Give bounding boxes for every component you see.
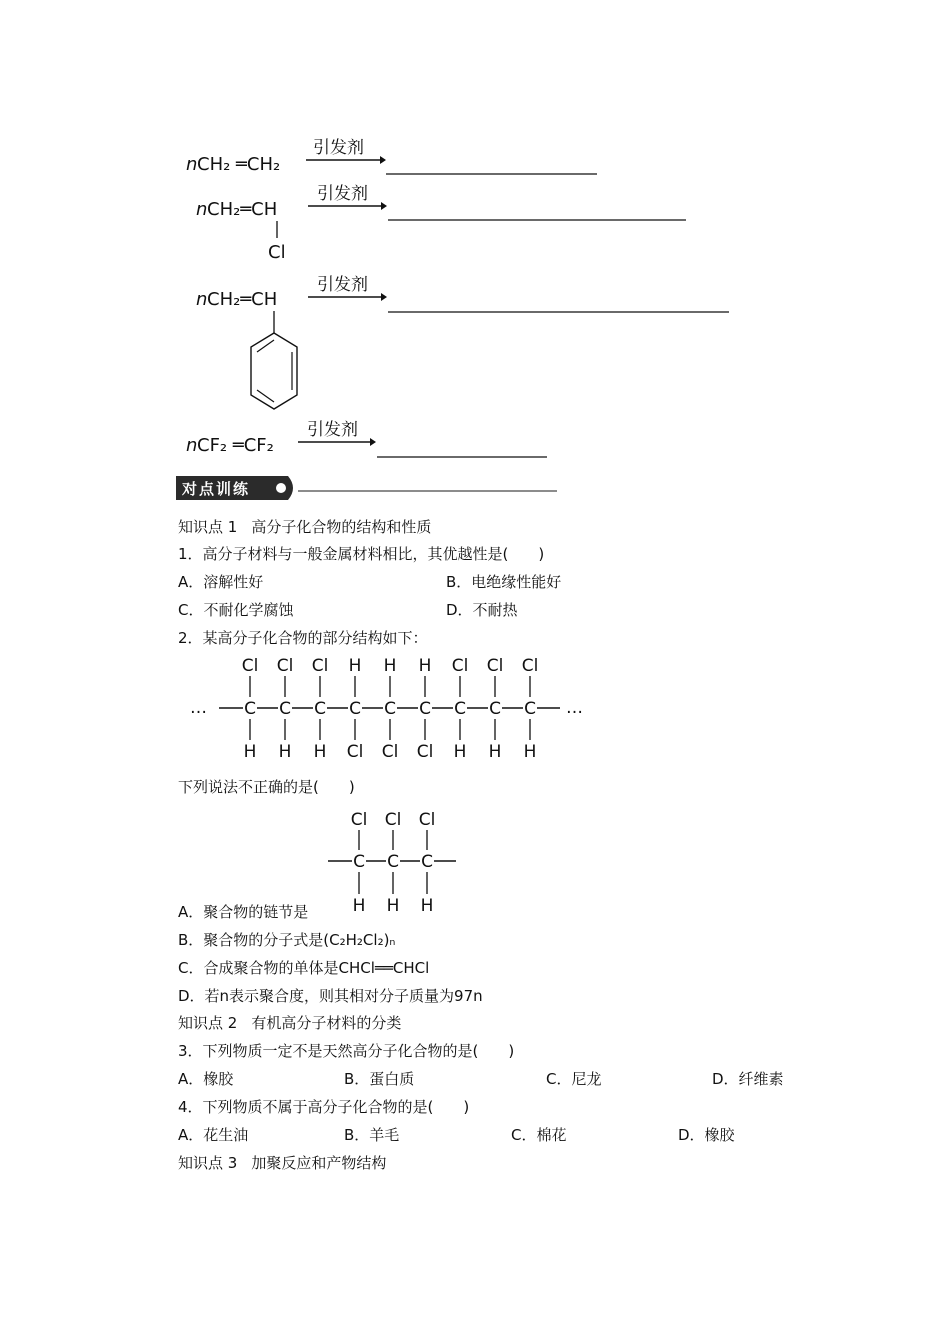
q1-stem: 1．高分子材料与一般金属材料相比，其优越性是( ) xyxy=(178,545,545,563)
chain-bottom-atom: Cl xyxy=(416,742,434,762)
unit-atoms xyxy=(328,810,456,916)
chain-top-atom: H xyxy=(383,656,397,676)
q1-option-d[interactable]: D．不耐热 xyxy=(446,601,518,619)
reaction-2-prefix: n xyxy=(196,199,208,220)
chain-carbon-atom: C xyxy=(524,699,536,719)
q2-question: 下列说法不正确的是( ) xyxy=(178,778,355,796)
q4-stem: 4．下列物质不属于高分子化合物的是( ) xyxy=(178,1098,470,1116)
knowledge-point-3-title: 加聚反应和产物结构 xyxy=(251,1154,387,1172)
chain-carbon-atom: C xyxy=(349,699,361,719)
chain-bottom-atom: Cl xyxy=(381,742,399,762)
chain-carbon-atom: C xyxy=(454,699,466,719)
reaction-1-prefix: n xyxy=(186,154,198,175)
reaction-3-arrowhead-icon xyxy=(381,293,387,301)
chain-bottom-atom: H xyxy=(243,742,257,762)
unit-carbon-atom: C xyxy=(421,852,433,872)
knowledge-point-1 xyxy=(178,517,431,537)
chain-atoms xyxy=(219,656,560,762)
q2-option-a[interactable]: A．聚合物的链节是 xyxy=(178,903,309,921)
chain-top-atom: Cl xyxy=(241,656,259,676)
reaction-2-condition: 引发剂 xyxy=(317,184,368,204)
chain-carbon-atom: C xyxy=(314,699,326,719)
knowledge-point-1-label: 知识点 1 xyxy=(178,518,238,536)
unit-bottom-atom: H xyxy=(386,896,400,916)
chain-top-atom: Cl xyxy=(486,656,504,676)
chain-top-atom: H xyxy=(418,656,432,676)
q4-option-a[interactable]: A．花生油 xyxy=(178,1126,249,1144)
reaction-3-prefix: n xyxy=(196,289,208,310)
q2-option-d[interactable]: D．若n表示聚合度，则其相对分子质量为97n xyxy=(178,987,483,1005)
section-banner xyxy=(176,476,557,500)
reaction-1 xyxy=(186,138,597,175)
reaction-3-condition: 引发剂 xyxy=(317,275,368,295)
chain-carbon-atom: C xyxy=(489,699,501,719)
knowledge-point-1-title: 高分子化合物的结构和性质 xyxy=(251,518,432,536)
reaction-1-condition: 引发剂 xyxy=(313,138,364,158)
q3-option-a[interactable]: A．橡胶 xyxy=(178,1070,234,1088)
chain-carbon-atom: C xyxy=(279,699,291,719)
reaction-4-reactant: CF₂ ═CF₂ xyxy=(197,435,274,456)
reaction-3 xyxy=(196,275,729,409)
q3-option-c[interactable]: C．尼龙 xyxy=(546,1070,602,1088)
q4-option-d[interactable]: D．橡胶 xyxy=(678,1126,735,1144)
chain-bottom-atom: H xyxy=(523,742,537,762)
chain-carbon-atom: C xyxy=(419,699,431,719)
knowledge-point-3-label: 知识点 3 xyxy=(178,1154,238,1172)
q4-option-b[interactable]: B．羊毛 xyxy=(344,1126,400,1144)
reaction-1-arrowhead-icon xyxy=(380,156,386,164)
reaction-4-arrowhead-icon xyxy=(370,438,376,446)
reaction-1-reactant: CH₂ ═CH₂ xyxy=(197,154,281,175)
chain-top-atom: Cl xyxy=(451,656,469,676)
knowledge-point-2-label: 知识点 2 xyxy=(178,1014,238,1032)
knowledge-point-2 xyxy=(178,1013,401,1033)
q1-option-c[interactable]: C．不耐化学腐蚀 xyxy=(178,601,294,619)
reaction-2-arrowhead-icon xyxy=(381,202,387,210)
benzene-ring-icon xyxy=(251,333,297,409)
q1-option-a[interactable]: A．溶解性好 xyxy=(178,573,264,591)
chain-carbon-atom: C xyxy=(384,699,396,719)
unit-top-atom: Cl xyxy=(418,810,436,830)
q1-option-b[interactable]: B．电绝缘性能好 xyxy=(446,573,562,591)
knowledge-point-3 xyxy=(178,1153,386,1173)
unit-top-atom: Cl xyxy=(384,810,402,830)
unit-top-atom: Cl xyxy=(350,810,368,830)
q2-stem: 2．某高分子化合物的部分结构如下： xyxy=(178,629,428,647)
q2-option-c[interactable]: C．合成聚合物的单体是CHCl══CHCl xyxy=(178,959,430,977)
unit-bottom-atom: H xyxy=(352,896,366,916)
q2-option-b[interactable]: B．聚合物的分子式是(C₂H₂Cl₂)ₙ xyxy=(178,931,396,949)
knowledge-point-2-title: 有机高分子材料的分类 xyxy=(251,1014,402,1032)
chain-top-atom: Cl xyxy=(276,656,294,676)
unit-bottom-atom: H xyxy=(420,896,434,916)
chain-bottom-atom: H xyxy=(313,742,327,762)
chain-bottom-atom: H xyxy=(453,742,467,762)
unit-carbon-atom: C xyxy=(353,852,365,872)
reaction-4-condition: 引发剂 xyxy=(307,420,358,440)
reaction-2-reactant: CH₂═CH xyxy=(207,199,278,220)
chain-top-atom: Cl xyxy=(311,656,329,676)
banner-dot-icon xyxy=(276,483,286,493)
repeat-unit-structure xyxy=(328,810,456,916)
chain-bottom-atom: Cl xyxy=(346,742,364,762)
reaction-2 xyxy=(196,184,686,263)
q3-stem: 3．下列物质一定不是天然高分子化合物的是( ) xyxy=(178,1042,515,1060)
chain-ellipsis-right: … xyxy=(566,698,583,718)
banner-label: 对点训练 xyxy=(182,480,251,498)
reaction-2-substituent: Cl xyxy=(268,242,286,263)
chain-top-atom: Cl xyxy=(521,656,539,676)
unit-carbon-atom: C xyxy=(387,852,399,872)
chain-bottom-atom: H xyxy=(488,742,502,762)
polymer-chain-structure xyxy=(190,656,583,762)
q3-option-d[interactable]: D．纤维素 xyxy=(712,1070,784,1088)
chain-carbon-atom: C xyxy=(244,699,256,719)
reaction-4-prefix: n xyxy=(186,435,198,456)
chain-bottom-atom: H xyxy=(278,742,292,762)
reaction-3-reactant: CH₂═CH xyxy=(207,289,278,310)
chain-ellipsis-left: … xyxy=(190,698,207,718)
q4-option-c[interactable]: C．棉花 xyxy=(511,1126,567,1144)
reaction-4 xyxy=(186,420,547,457)
chain-top-atom: H xyxy=(348,656,362,676)
q3-option-b[interactable]: B．蛋白质 xyxy=(344,1070,415,1088)
